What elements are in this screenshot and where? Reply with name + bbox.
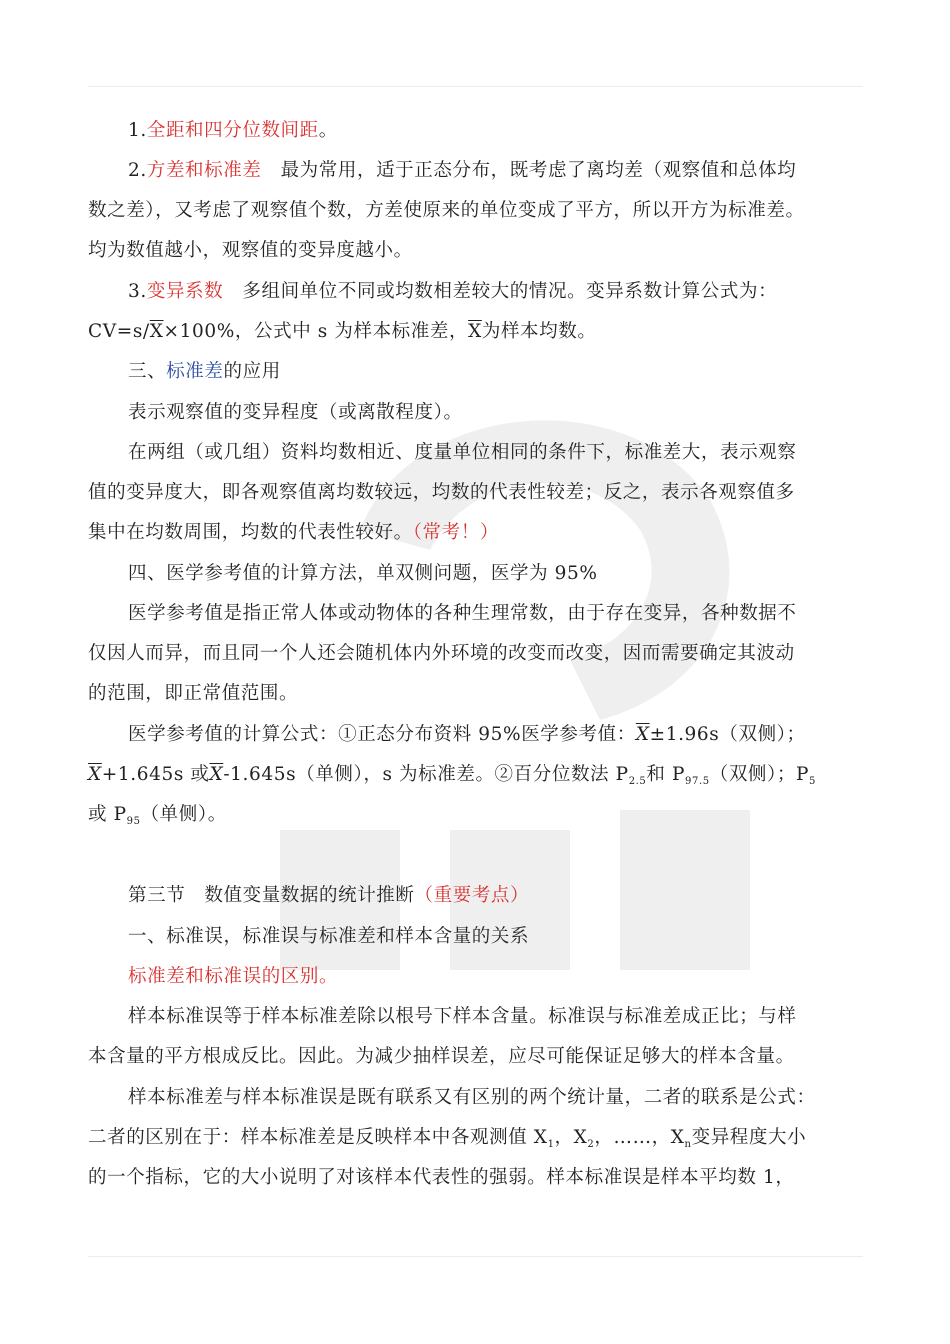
text-line: 在两组（或几组）资料均数相近、度量单位相同的条件下，标准差大，表示观察 (128, 442, 797, 463)
formula-line: 医学参考值的计算公式：①正态分布资料 95%医学参考值：$\overline{X}\pm 1.96s$（双侧）； (128, 724, 806, 745)
text-line: 的范围，即正常值范围。 (88, 683, 299, 704)
section-heading: 一、标准误，标准误与标准差和样本含量的关系 (128, 926, 530, 947)
text-line: 值的变异度大，即各观察值离均数较远，均数的代表性较差；反之，表示各观察值多 (88, 482, 795, 503)
text-line: 本含量的平方根成反比。因此。为减少抽样误差，应尽可能保证足够大的样本含量。 (88, 1046, 795, 1067)
text-line: 仅因人而异，而且同一个人还会随机体内外环境的改变而改变，因而需要确定其波动 (88, 643, 795, 664)
subheading: 标准差和标准误的区别。 (128, 966, 339, 987)
text-line: 集中在均数周围，均数的代表性较好。（常考！） (88, 522, 499, 543)
header-rule (88, 86, 863, 87)
section-heading: 第三节 数值变量数据的统计推断（重要考点） (128, 885, 530, 906)
text-line: 均为数值越小，观察值的变异度越小。 (88, 240, 413, 261)
formula-line: 或 $P_{95}$（单侧）。 (88, 804, 227, 827)
text-line: 的一个指标，它的大小说明了对该样本代表性的强弱。样本标准误是样本平均数 1， (88, 1167, 795, 1188)
formula-line: $CV=s/\overline{X}\times 100\%$，公式中 s 为样本标准差，$\overline{X}$为样本均数。 (88, 321, 597, 342)
section-heading: 三、标准差的应用 (128, 361, 281, 382)
text-line: 二者的区别在于：样本标准差是反映样本中各观测值 $X_1$，$X_2$，……，$X_n$变异程度大小 (88, 1127, 807, 1150)
text-line: 样本标准差与样本标准误是既有联系又有区别的两个统计量，二者的联系是公式： (128, 1087, 816, 1108)
text-line: 表示观察值的变异程度（或离散程度）。 (128, 402, 463, 423)
formula-line: $\overline{X}+1.645s$ 或$\overline{X}-1.645s$（单侧），s 为标准差。②百分位数法 $P_{2.5}$和 $P_{97.5}$（双侧）；$P_5$ (88, 764, 816, 787)
footer-rule (88, 1256, 863, 1257)
text-line: 3.变异系数 多组间单位不同或均数相差较大的情况。变异系数计算公式为： (128, 281, 778, 302)
text-line: 样本标准误等于样本标准差除以根号下样本含量。标准误与标准差成正比；与样 (128, 1006, 797, 1027)
text-line: 2.方差和标准差 最为常用，适于正态分布，既考虑了离均差（观察值和总体均 (128, 160, 797, 181)
text-line: 医学参考值是指正常人体或动物体的各种生理常数，由于存在变异，各种数据不 (128, 603, 797, 624)
text-line: 数之差），又考虑了观察值个数，方差使原来的单位变成了平方，所以开方为标准差。 (88, 200, 805, 221)
section-heading: 四、医学参考值的计算方法，单双侧问题，医学为 95% (128, 563, 598, 584)
text-line: 1.全距和四分位数间距。 (128, 120, 338, 141)
